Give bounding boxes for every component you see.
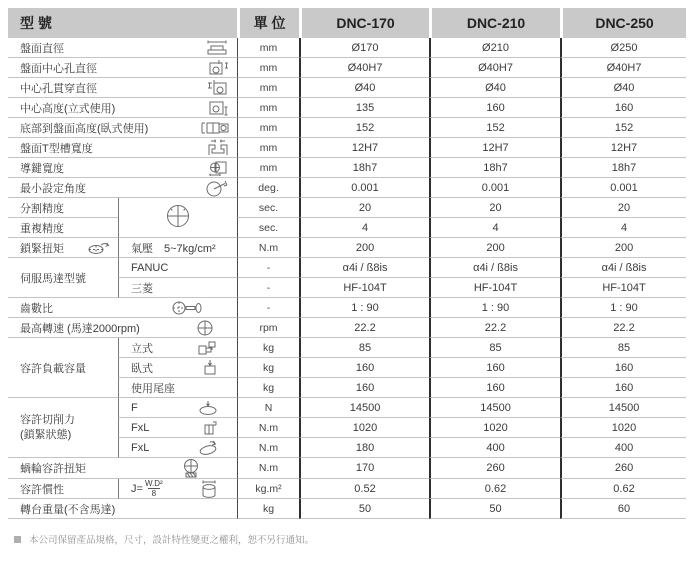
value-cell: α4i / ß8is (560, 258, 686, 278)
unit-cell: N.m (237, 238, 299, 258)
value-cell: HF-104T (429, 278, 560, 298)
key-width-icon (206, 159, 230, 176)
value-cell: 400 (429, 438, 560, 458)
center-bore-icon (206, 59, 230, 76)
unit-cell: - (237, 278, 299, 298)
row-sublabel: FxL (131, 441, 150, 454)
square-bullet-icon (14, 536, 21, 543)
value-cell: 170 (299, 458, 429, 479)
unit-cell: N.m (237, 418, 299, 438)
value-cell: 160 (299, 358, 429, 378)
value-cell: Ø250 (560, 38, 686, 58)
value-cell: 22.2 (560, 318, 686, 338)
spec-table (8, 8, 686, 519)
row-label: 容許切削力 (鎖緊狀態) (20, 414, 75, 441)
value-cell: 1020 (299, 418, 429, 438)
value-cell: Ø170 (299, 38, 429, 58)
value-cell: 0.001 (299, 178, 429, 198)
max-speed-icon (196, 319, 214, 337)
unit-cell: sec. (237, 218, 299, 238)
unit-cell: mm (237, 78, 299, 98)
unit-cell: N.m (237, 438, 299, 458)
value-cell: 20 (560, 198, 686, 218)
row-label: 導鍵寬度 (20, 162, 64, 175)
row-label: 蝸輪容許扭矩 (20, 463, 86, 475)
min-angle-icon (204, 179, 230, 197)
row-sublabel: 氣壓 5~7kg/cm² (131, 242, 216, 255)
clamp-torque-icon (87, 241, 111, 255)
value-cell: 18h7 (560, 158, 686, 178)
value-cell: 160 (299, 378, 429, 398)
value-cell: 0.52 (299, 479, 429, 499)
row-label: 盤面直徑 (20, 42, 64, 55)
row-label: 中心孔貫穿直徑 (20, 82, 97, 95)
value-cell: 22.2 (299, 318, 429, 338)
table-row (8, 298, 686, 318)
table-row (8, 98, 686, 118)
inertia-formula: J= $\frac{\text{W.D²}}{8}$ (131, 479, 163, 499)
row-sublabel: 臥式 (131, 362, 153, 375)
row-label: 底部到盤面高度(臥式使用) (20, 122, 149, 135)
value-cell: 1020 (560, 418, 686, 438)
value-cell: 14500 (560, 398, 686, 418)
value-cell: 160 (429, 98, 560, 118)
value-cell: 160 (429, 358, 560, 378)
value-cell: 160 (429, 378, 560, 398)
model-header: 型 號 (8, 8, 237, 38)
value-cell: 1 : 90 (429, 298, 560, 318)
tilt-moment-icon (198, 439, 218, 456)
value-cell: HF-104T (299, 278, 429, 298)
unit-cell: - (237, 258, 299, 278)
unit-cell: mm (237, 98, 299, 118)
value-cell: 85 (299, 338, 429, 358)
table-row (8, 78, 686, 98)
table-row (8, 198, 686, 218)
column-header-dnc170: DNC-170 (299, 8, 429, 38)
row-label: 容許負載容量 (20, 362, 86, 375)
table-row (8, 338, 686, 358)
value-cell: HF-104T (560, 278, 686, 298)
table-row (8, 218, 686, 238)
table-row (8, 479, 686, 499)
row-label: 盤面T型槽寬度 (20, 142, 93, 155)
value-cell: 200 (429, 238, 560, 258)
unit-cell: mm (237, 158, 299, 178)
value-cell: 180 (299, 438, 429, 458)
row-label: 最小設定角度 (20, 182, 86, 195)
value-cell: 18h7 (299, 158, 429, 178)
value-cell: 4 (560, 218, 686, 238)
table-row (8, 38, 686, 58)
value-cell: 1 : 90 (560, 298, 686, 318)
unit-cell: N (237, 398, 299, 418)
value-cell: Ø40H7 (429, 58, 560, 78)
value-cell: Ø210 (429, 38, 560, 58)
unit-cell: sec. (237, 198, 299, 218)
unit-cell: mm (237, 38, 299, 58)
table-row (8, 238, 686, 258)
unit-cell: N.m (237, 458, 299, 479)
value-cell: 200 (299, 238, 429, 258)
value-cell: 20 (299, 198, 429, 218)
row-label: 盤面中心孔直徑 (20, 62, 97, 75)
value-cell: 12H7 (560, 138, 686, 158)
value-cell: 1020 (429, 418, 560, 438)
value-cell: 0.62 (560, 479, 686, 499)
value-cell: 85 (429, 338, 560, 358)
value-cell: 1 : 90 (299, 298, 429, 318)
unit-cell: mm (237, 138, 299, 158)
header-row (8, 8, 686, 38)
row-label: 分割精度 (20, 202, 64, 215)
value-cell: 20 (429, 198, 560, 218)
value-cell: 50 (299, 499, 429, 519)
unit-cell: rpm (237, 318, 299, 338)
row-sublabel: 三菱 (131, 282, 153, 295)
table-row (8, 499, 686, 519)
moment-bracket-icon (200, 419, 218, 436)
unit-cell: - (237, 298, 299, 318)
row-label: 伺服馬達型號 (20, 272, 86, 285)
value-cell: 160 (560, 378, 686, 398)
value-cell: 14500 (429, 398, 560, 418)
unit-cell: kg.m² (237, 479, 299, 499)
unit-header: 單 位 (237, 8, 299, 38)
unit-cell: kg (237, 499, 299, 519)
table-row (8, 178, 686, 198)
table-row (8, 118, 686, 138)
footnote-text: 本公司保留產品規格，尺寸，設計特性變更之權利，恕不另行通知。 (29, 535, 315, 546)
table-row (8, 158, 686, 178)
value-cell: 160 (560, 98, 686, 118)
row-sublabel: 使用尾座 (131, 382, 175, 395)
horizontal-load-icon (202, 359, 218, 376)
value-cell: 0.62 (429, 479, 560, 499)
gear-ratio-icon (170, 300, 204, 316)
value-cell: 4 (299, 218, 429, 238)
value-cell: 135 (299, 98, 429, 118)
row-label: 重複精度 (20, 222, 64, 235)
value-cell: 152 (429, 118, 560, 138)
table-row (8, 318, 686, 338)
value-cell: Ø40 (560, 78, 686, 98)
row-sublabel: FANUC (131, 261, 169, 274)
unit-cell: kg (237, 378, 299, 398)
base-height-icon (200, 120, 230, 136)
value-cell: 400 (560, 438, 686, 458)
value-cell: 260 (560, 458, 686, 479)
row-sublabel: F (131, 401, 138, 414)
value-cell: 152 (299, 118, 429, 138)
unit-cell: mm (237, 118, 299, 138)
value-cell: 60 (560, 499, 686, 519)
value-cell: 12H7 (429, 138, 560, 158)
value-cell: 200 (560, 238, 686, 258)
column-header-dnc250: DNC-250 (560, 8, 686, 38)
row-sublabel: FxL (131, 421, 150, 434)
footnote (14, 532, 314, 546)
table-row (8, 258, 686, 278)
unit-cell: mm (237, 58, 299, 78)
center-height-icon (206, 99, 230, 116)
row-label: 鎖緊扭矩 (20, 242, 64, 255)
vertical-load-icon (196, 340, 218, 356)
column-header-dnc210: DNC-210 (429, 8, 560, 38)
value-cell: 85 (560, 338, 686, 358)
axial-force-icon (198, 400, 218, 416)
value-cell: Ø40H7 (560, 58, 686, 78)
value-cell: 12H7 (299, 138, 429, 158)
table-row (8, 58, 686, 78)
row-label: 齒數比 (20, 302, 53, 315)
table-row (8, 138, 686, 158)
value-cell: 22.2 (429, 318, 560, 338)
row-label: 最高轉速 (馬達2000rpm) (20, 322, 140, 335)
unit-cell: kg (237, 358, 299, 378)
t-slot-icon (206, 139, 230, 156)
value-cell: α4i / ß8is (429, 258, 560, 278)
table-row (8, 458, 686, 479)
row-label: 轉台重量(不含馬達) (20, 503, 116, 516)
row-label: 中心高度(立式使用) (20, 102, 116, 115)
value-cell: 152 (560, 118, 686, 138)
row-sublabel: 立式 (131, 342, 153, 355)
value-cell: 260 (429, 458, 560, 479)
value-cell: 4 (429, 218, 560, 238)
value-cell: 50 (429, 499, 560, 519)
table-row (8, 398, 686, 418)
unit-cell: kg (237, 338, 299, 358)
inertia-icon (198, 480, 222, 498)
value-cell: Ø40 (299, 78, 429, 98)
through-hole-icon (206, 79, 230, 96)
value-cell: 0.001 (560, 178, 686, 198)
row-label: 容許慣性 (20, 483, 64, 496)
indexing-dial-icon (163, 201, 193, 231)
value-cell: Ø40H7 (299, 58, 429, 78)
worm-torque-icon (178, 458, 204, 478)
disc-diameter-icon (204, 40, 230, 56)
value-cell: 14500 (299, 398, 429, 418)
value-cell: α4i / ß8is (299, 258, 429, 278)
value-cell: 0.001 (429, 178, 560, 198)
value-cell: 160 (560, 358, 686, 378)
unit-cell: deg. (237, 178, 299, 198)
spec-sheet (8, 8, 686, 519)
value-cell: 18h7 (429, 158, 560, 178)
value-cell: Ø40 (429, 78, 560, 98)
